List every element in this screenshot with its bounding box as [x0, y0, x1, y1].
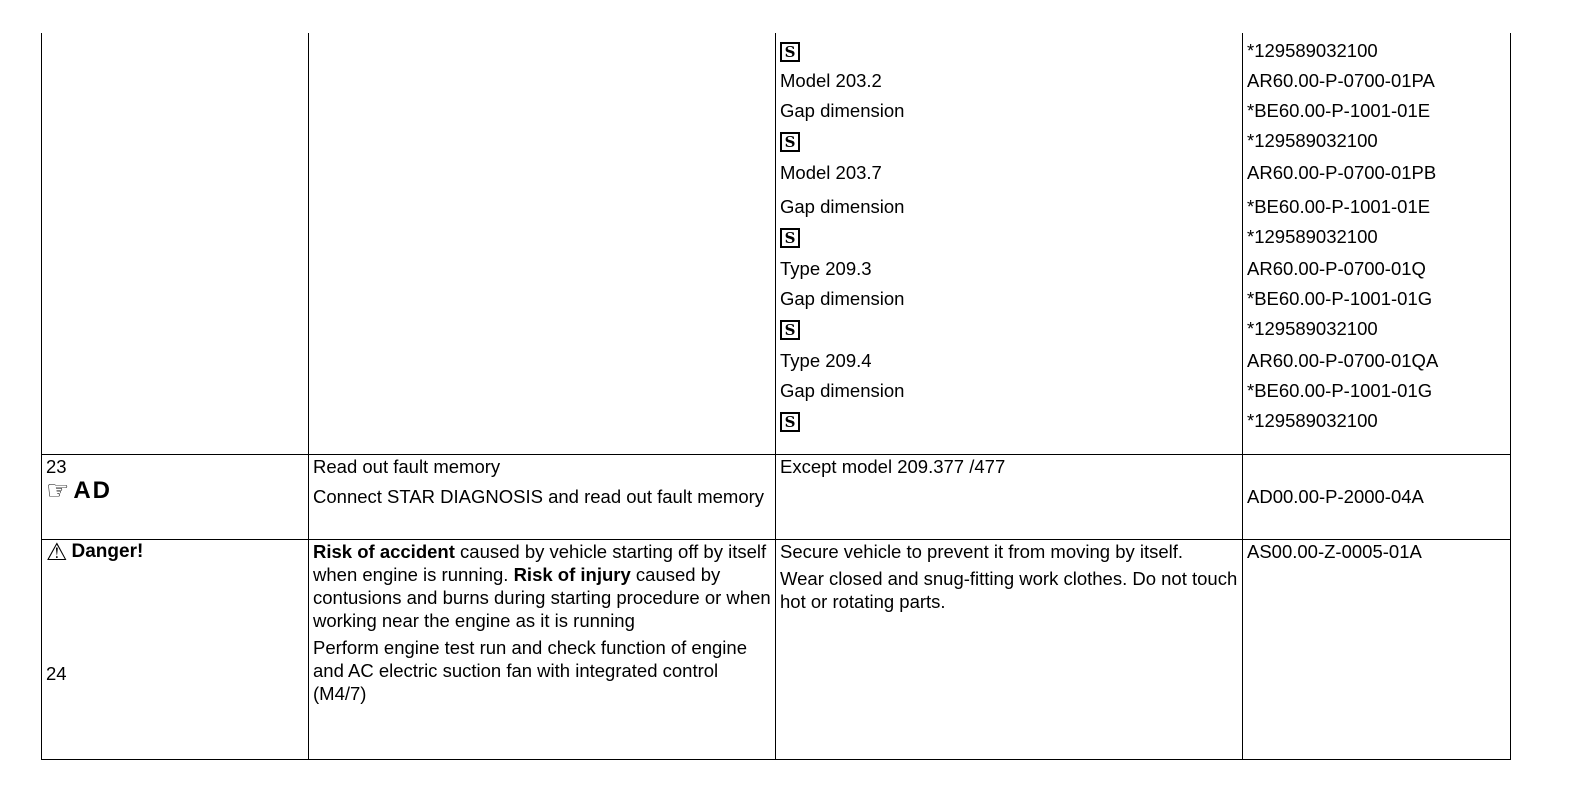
spec-ref: AR60.00-P-0700-01QA	[1247, 350, 1439, 371]
ad-badge-label: AD	[73, 477, 112, 504]
step-number: 24	[46, 663, 67, 684]
step-cell	[42, 455, 309, 540]
step-cell	[42, 33, 309, 455]
spec-line: Gap dimension	[780, 380, 905, 401]
spec-line	[780, 36, 1238, 66]
action-title: Read out fault memory	[313, 456, 501, 477]
spec-ref: *BE60.00-P-1001-01G	[1247, 380, 1433, 401]
spec-ref: AR60.00-P-0700-01PB	[1247, 162, 1437, 183]
action-detail: Perform engine test run and check function of engine and AC electric suction fan with integrated control (M4/7)	[313, 637, 747, 704]
spec-line	[780, 126, 1238, 158]
warning-triangle-icon: ⚠	[46, 538, 68, 566]
ref-text: AS00.00-Z-0005-01A	[1247, 541, 1422, 562]
step-number: 23	[46, 456, 67, 477]
spec-ref: *129589032100	[1247, 318, 1378, 339]
spec-ref: AR60.00-P-0700-01Q	[1247, 258, 1426, 279]
note-text: Except model 209.377 /477	[780, 456, 1006, 477]
note-cell	[776, 455, 1243, 540]
spec-line	[780, 406, 1238, 436]
danger-measure: Wear closed and snug-fitting work clothes. Do not touch hot or rotating parts.	[780, 568, 1238, 612]
action-cell	[309, 455, 776, 540]
spec-label-cell	[776, 33, 1243, 455]
risk-text: caused by vehicle starting off by itself when engine is running.	[313, 541, 767, 585]
table-row	[42, 33, 1511, 455]
tool-symbol-icon: S	[780, 320, 800, 340]
spec-line: Model 203.2	[780, 70, 882, 91]
procedure-table	[41, 33, 1511, 760]
spec-line	[780, 222, 1238, 254]
spec-line	[780, 314, 1238, 346]
danger-risk-1	[313, 540, 771, 632]
ad-badge	[46, 476, 112, 506]
risk-text: caused by contusions and burns during starting procedure or when working near the engine as it is running	[313, 564, 771, 631]
danger-label	[46, 540, 143, 564]
spec-line: Type 209.3	[780, 258, 872, 279]
spec-line: Gap dimension	[780, 196, 905, 217]
spec-line: Gap dimension	[780, 100, 905, 121]
spec-ref: *129589032100	[1247, 226, 1378, 247]
ref-text: AD00.00-P-2000-04A	[1247, 486, 1424, 507]
spec-ref: *129589032100	[1247, 40, 1378, 61]
action-cell	[309, 33, 776, 455]
spec-line: Gap dimension	[780, 288, 905, 309]
danger-text: Danger!	[71, 541, 144, 562]
spec-ref: *129589032100	[1247, 410, 1378, 431]
spec-ref: *129589032100	[1247, 130, 1378, 151]
action-cell	[309, 540, 776, 760]
spec-line: Model 203.7	[780, 162, 882, 183]
ref-cell	[1243, 540, 1511, 760]
spec-ref-cell	[1243, 33, 1511, 455]
risk-heading: Risk of accident	[313, 541, 455, 562]
spec-line: Type 209.4	[780, 350, 872, 371]
table-row-step-23	[42, 455, 1511, 540]
tool-symbol-icon: S	[780, 42, 800, 62]
table-row-danger	[42, 540, 1511, 760]
tool-symbol-icon: S	[780, 228, 800, 248]
spec-ref: *BE60.00-P-1001-01G	[1247, 288, 1433, 309]
step-cell	[42, 540, 309, 760]
danger-measure: Secure vehicle to prevent it from moving by itself.	[780, 541, 1184, 562]
note-cell	[776, 540, 1243, 760]
tool-symbol-icon: S	[780, 412, 800, 432]
ref-cell	[1243, 455, 1511, 540]
pointing-hand-icon: ☞	[46, 476, 72, 506]
action-detail: Connect STAR DIAGNOSIS and read out fault memory	[313, 486, 765, 507]
spec-ref: *BE60.00-P-1001-01E	[1247, 100, 1431, 121]
risk-heading: Risk of injury	[513, 564, 631, 585]
spec-ref: *BE60.00-P-1001-01E	[1247, 196, 1431, 217]
tool-symbol-icon: S	[780, 132, 800, 152]
spec-ref: AR60.00-P-0700-01PA	[1247, 70, 1435, 91]
